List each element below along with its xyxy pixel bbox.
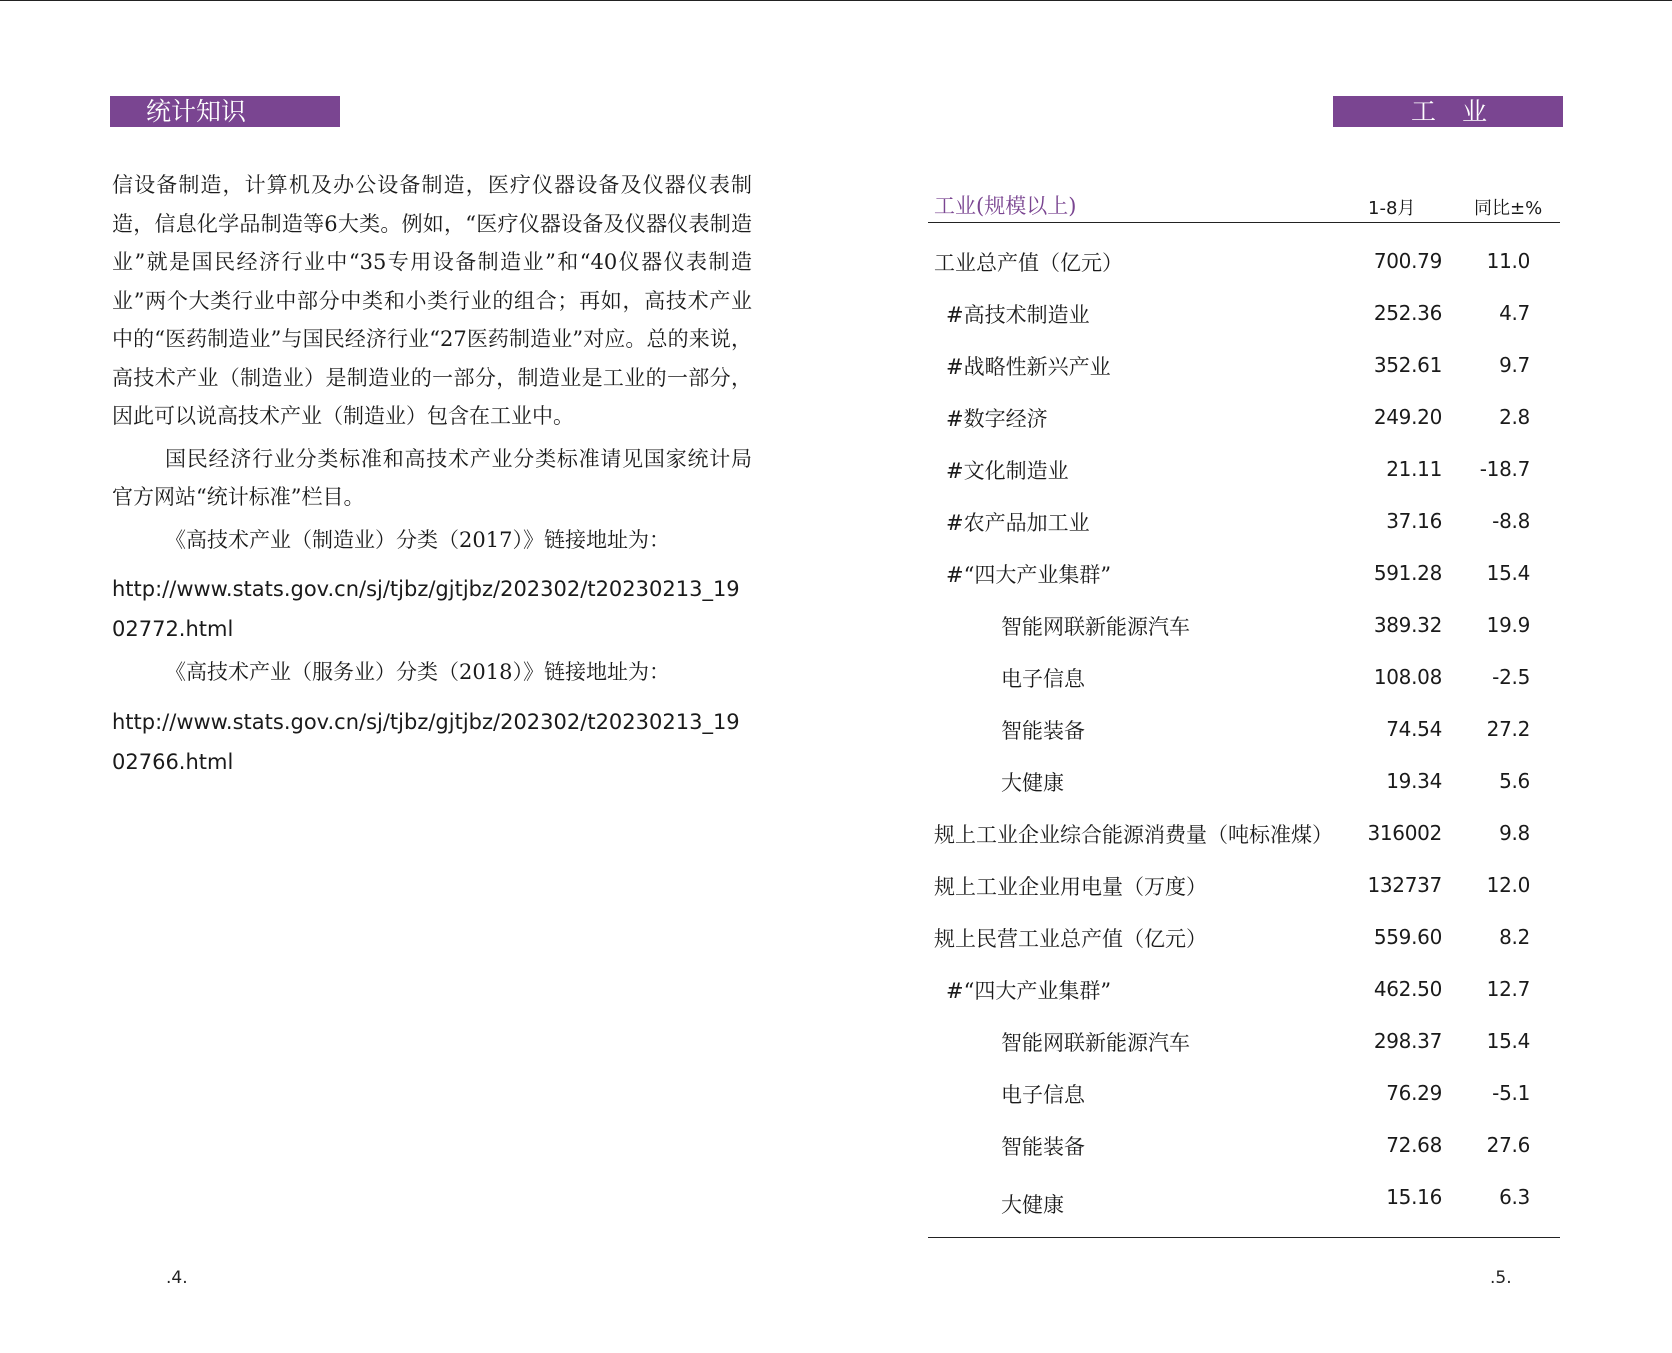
table-bottom-rule <box>928 1237 1560 1238</box>
row-yoy: 9.7 <box>1499 353 1530 377</box>
section-header-left: 统计知识 <box>110 96 340 127</box>
row-label: 电子信息 <box>1001 1083 1085 1107</box>
row-value: 559.60 <box>1373 925 1442 949</box>
row-label: 智能装备 <box>1001 1135 1085 1159</box>
row-label: 智能网联新能源汽车 <box>1001 615 1190 639</box>
row-value: 108.08 <box>1373 665 1442 689</box>
row-yoy: 8.2 <box>1499 925 1530 949</box>
row-label: 规上民营工业总产值（亿元） <box>934 927 1207 951</box>
row-value: 21.11 <box>1386 457 1442 481</box>
row-label: #农产品加工业 <box>946 511 1090 535</box>
body-paragraph-1: 信设备制造，计算机及办公设备制造，医疗仪器设备及仪器仪表制造，信息化学品制造等6大类。例如，“医疗仪器设备及仪器仪表制造业”就是国民经济行业中“35专用设备制造业”和“40仪器仪表制造业”两个大类行业中部分中类和小类行业的组合；再如，高技术产业中的“医药制造业”与国民经济行业“27医药制造业”对应。总的来说，高技术产业（制造业）是制造业的一部分，制造业是工业的一部分，因此可以说高技术产业（制造业）包含在工业中。 <box>112 173 752 428</box>
table-row <box>928 651 1560 703</box>
body-paragraph-3: 《高技术产业（制造业）分类（2017）》链接地址为： <box>165 527 670 552</box>
row-yoy: 12.0 <box>1486 873 1530 897</box>
row-value: 19.34 <box>1386 769 1442 793</box>
row-label: 智能装备 <box>1001 719 1085 743</box>
row-value: 15.16 <box>1386 1185 1442 1209</box>
row-label: #“四大产业集群” <box>946 563 1112 587</box>
row-value: 700.79 <box>1373 249 1442 273</box>
row-value: 74.54 <box>1386 717 1442 741</box>
table-row <box>928 1015 1560 1067</box>
table-row <box>928 391 1560 443</box>
row-label: #高技术制造业 <box>946 303 1090 327</box>
row-label: #文化制造业 <box>946 459 1069 483</box>
row-yoy: 27.2 <box>1486 717 1530 741</box>
left-page-body <box>112 166 752 782</box>
row-value: 37.16 <box>1386 509 1442 533</box>
row-label: #“四大产业集群” <box>946 979 1112 1003</box>
row-yoy: 19.9 <box>1486 613 1530 637</box>
row-yoy: 12.7 <box>1486 977 1530 1001</box>
table-row <box>928 547 1560 599</box>
row-label: 规上工业企业用电量（万度） <box>934 875 1207 899</box>
row-yoy: 5.6 <box>1499 769 1530 793</box>
row-yoy: -8.8 <box>1492 509 1530 533</box>
table-row <box>928 911 1560 963</box>
row-yoy: 6.3 <box>1499 1185 1530 1209</box>
row-value: 298.37 <box>1373 1029 1442 1053</box>
row-yoy: 2.8 <box>1499 405 1530 429</box>
row-yoy: 11.0 <box>1486 249 1530 273</box>
row-label: 工业总产值（亿元） <box>934 251 1123 275</box>
page-number-right: .5. <box>1490 1268 1512 1288</box>
row-value: 352.61 <box>1373 353 1442 377</box>
table-row <box>928 1067 1560 1119</box>
table-row <box>928 339 1560 391</box>
row-value: 389.32 <box>1373 613 1442 637</box>
table-row <box>928 963 1560 1015</box>
table-row <box>928 755 1560 807</box>
link-url-manufacturing[interactable]: http://www.stats.gov.cn/sj/tjbz/gjtjbz/202302/t20230213_1902772.html <box>112 577 740 641</box>
table-row <box>928 703 1560 755</box>
top-border-line <box>0 0 1672 1</box>
row-value: 132737 <box>1367 873 1442 897</box>
row-label: 大健康 <box>1001 1193 1064 1217</box>
row-label: 智能网联新能源汽车 <box>1001 1031 1190 1055</box>
page-number-left: .4. <box>166 1268 188 1288</box>
table-header <box>928 186 1560 223</box>
row-yoy: 15.4 <box>1486 1029 1530 1053</box>
row-yoy: -18.7 <box>1479 457 1530 481</box>
link-url-services[interactable]: http://www.stats.gov.cn/sj/tjbz/gjtjbz/202302/t20230213_1902766.html <box>112 709 740 774</box>
row-value: 252.36 <box>1373 301 1442 325</box>
body-paragraph-4: 《高技术产业（服务业）分类（2018）》链接地址为： <box>165 660 670 684</box>
column-header-yoy: 同比±% <box>1474 198 1543 219</box>
table-row <box>928 235 1560 287</box>
row-yoy: 15.4 <box>1486 561 1530 585</box>
row-value: 76.29 <box>1386 1081 1442 1105</box>
table-row <box>928 859 1560 911</box>
row-label: #数字经济 <box>946 407 1048 431</box>
row-value: 591.28 <box>1373 561 1442 585</box>
table-row <box>928 287 1560 339</box>
row-value: 316002 <box>1367 821 1442 845</box>
row-value: 72.68 <box>1386 1133 1442 1157</box>
table-row <box>928 443 1560 495</box>
row-label: #战略性新兴产业 <box>946 355 1111 379</box>
row-yoy: -2.5 <box>1492 665 1530 689</box>
row-yoy: 9.8 <box>1499 821 1530 845</box>
table-row <box>928 1119 1560 1171</box>
column-header-period: 1-8月 <box>1368 198 1416 219</box>
row-label: 电子信息 <box>1001 667 1085 691</box>
body-paragraph-2: 国民经济行业分类标准和高技术产业分类标准请见国家统计局官方网站“统计标准”栏目。 <box>112 446 752 509</box>
table-body <box>928 223 1560 1223</box>
industry-table <box>928 186 1560 1238</box>
row-label: 规上工业企业综合能源消费量（吨标准煤） <box>934 823 1333 847</box>
row-value: 462.50 <box>1373 977 1442 1001</box>
table-title: 工业(规模以上) <box>934 194 1077 218</box>
section-header-right: 工业 <box>1333 96 1563 127</box>
table-row <box>928 495 1560 547</box>
table-row <box>928 599 1560 651</box>
row-yoy: -5.1 <box>1492 1081 1530 1105</box>
row-value: 249.20 <box>1373 405 1442 429</box>
row-yoy: 27.6 <box>1486 1133 1530 1157</box>
row-yoy: 4.7 <box>1499 301 1530 325</box>
table-row <box>928 807 1560 859</box>
table-row <box>928 1171 1560 1223</box>
row-label: 大健康 <box>1001 771 1064 795</box>
